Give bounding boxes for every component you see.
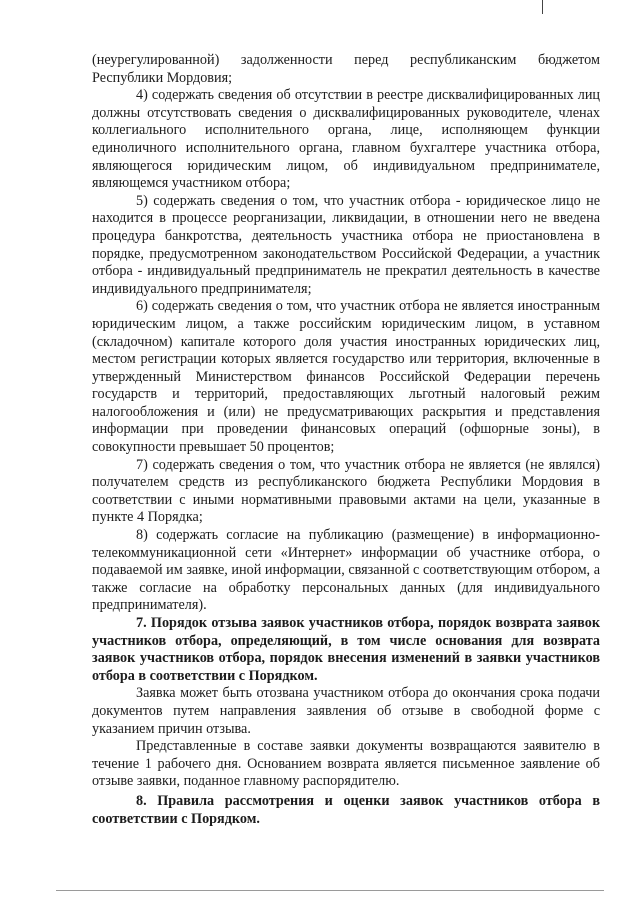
- paragraph-item-5-reorganization: 5) содержать сведения о том, что участник отбора - юридическое лицо не находится в процессе реорганизации, ликвидации, в отношении него не введена процедура банкротства, деятельность участника отбора не приостановлена в порядке, предусмотренном законодательством Российской Федерации, а участник отбора - индивидуальный предприниматель не прекратил деятельность в качестве индивидуального предпринимателя;: [92, 192, 600, 297]
- footer-rule: [56, 890, 604, 891]
- paragraph-item-4-disqualified: 4) содержать сведения об отсутствии в реестре дисквалифицированных лиц должны отсутствовать сведения о дисквалифицированных руководителе, членах коллегиального исполнительного органа, лице, исполняющем функции единоличного исполнительного органа, главном бухгалтере участника отбора, являющегося юридическим лицом, об индивидуальном предпринимателе, являющемся участником отбора;: [92, 87, 600, 192]
- section-heading-7: 7. Порядок отзыва заявок участников отбора, порядок возврата заявок участников отбора, определяющий, в том числе основания для возврата заявок участников отбора, порядок внесения изменений в заявки участников отбора в соответствии с Порядком.: [92, 615, 600, 684]
- document-page: [92, 52, 600, 828]
- paragraph-item-7-budget-recipient: 7) содержать сведения о том, что участник отбора не является (не являлся) получателем средств из республиканского бюджета Республики Мордовия в соответствии с иными нормативными правовыми актами на цели, указанные в пункте 4 Порядка;: [92, 456, 600, 526]
- paragraph-withdrawal: Заявка может быть отозвана участником отбора до окончания срока подачи документов путем направления заявления об отзыве в свободной форме с указанием причин отзыва.: [92, 685, 600, 737]
- paragraph-document-return: Представленные в составе заявки документы возвращаются заявителю в течение 1 рабочего дня. Основанием возврата является письменное заявление об отзыве заявки, поданное главному распорядителю.: [92, 738, 600, 790]
- paragraph-debt-continuation: (неурегулированной) задолженности перед республиканским бюджетом Республики Мордовия;: [92, 52, 600, 86]
- margin-mark: [542, 0, 543, 14]
- paragraph-item-6-foreign-entity: 6) содержать сведения о том, что участник отбора не является иностранным юридическим лицом, а также российским юридическим лицом, в уставном (складочном) капитале которого доля участия иностранных юридических лиц, местом регистрации которых является государство или территория, включенные в утвержденный Министерством финансов Российской Федерации перечень государств и территорий, предоставляющих льготный налоговый режим налогообложения и (или) не предусматривающих раскрытия и представления информации при проведении финансовых операций (офшорные зоны), в совокупности превышает 50 процентов;: [92, 298, 600, 456]
- section-heading-8: 8. Правила рассмотрения и оценки заявок участников отбора в соответствии с Порядком.: [92, 792, 600, 827]
- paragraph-item-8-consent: 8) содержать согласие на публикацию (размещение) в информационно-телекоммуникационной сети «Интернет» информации об участнике отбора, о подаваемой им заявке, иной информации, связанной с соответствующим отбором, а также согласие на обработку персональных данных (для индивидуального предпринимателя).: [92, 527, 600, 614]
